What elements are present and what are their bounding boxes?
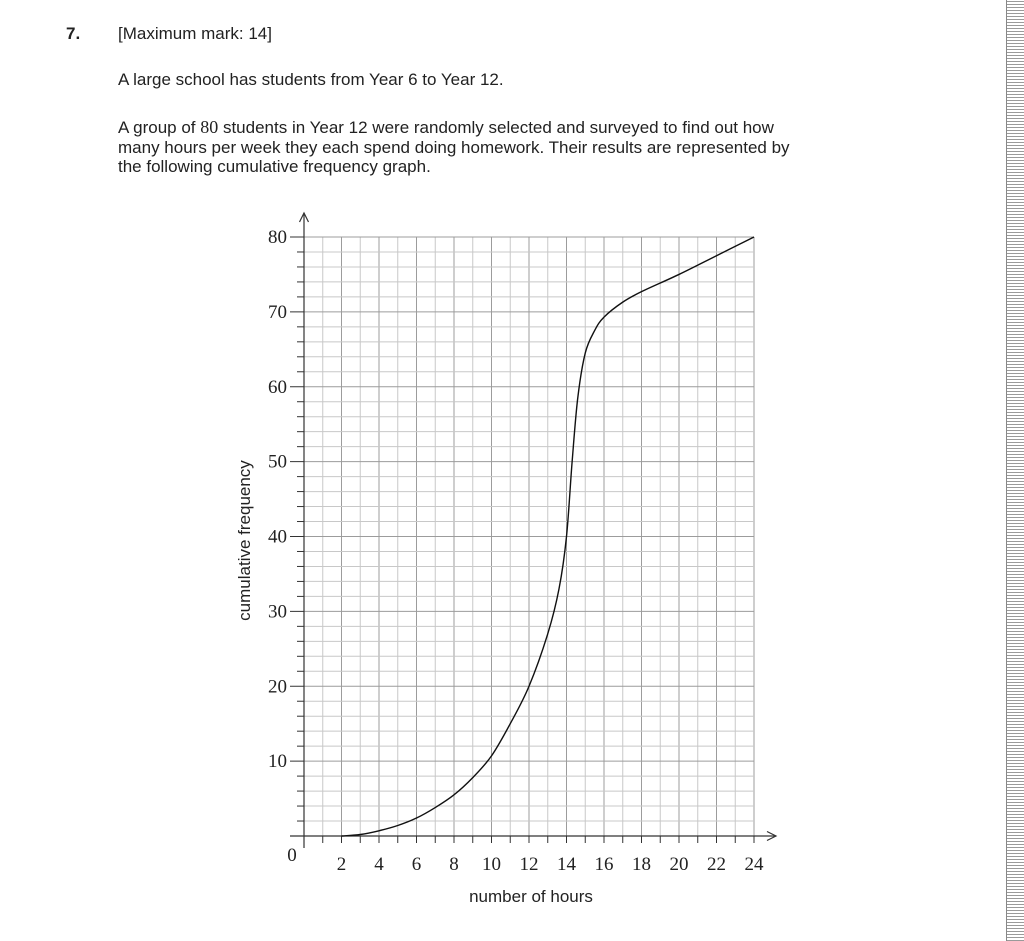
maximum-mark: [Maximum mark: 14] xyxy=(118,24,272,43)
intro-text: A large school has students from Year 6 to Year 12. xyxy=(118,70,504,89)
x-tick-label: 12 xyxy=(519,854,539,875)
y-tick-label: 10 xyxy=(268,751,287,773)
y-tick-label: 60 xyxy=(268,376,287,398)
paragraph-text-before: A group of xyxy=(118,118,201,137)
x-tick-label: 24 xyxy=(744,854,764,875)
chart-axes xyxy=(290,213,776,848)
paragraph-line-3: the following cumulative frequency graph. xyxy=(118,157,431,176)
question-number: 7. xyxy=(66,24,81,43)
y-tick-label: 70 xyxy=(268,301,287,323)
y-tick-label: 20 xyxy=(268,676,287,698)
x-tick-label: 16 xyxy=(594,854,614,875)
y-tick-label: 30 xyxy=(268,601,287,623)
sample-size-number: 80 xyxy=(200,117,219,137)
origin-label: 0 xyxy=(287,845,297,866)
x-tick-label: 4 xyxy=(374,854,384,875)
paragraph-line-2: many hours per week they each spend doing homework. Their results are represented by xyxy=(118,137,790,157)
paragraph-text-after: students in Year 12 were randomly selected and surveyed to find out how xyxy=(218,118,774,137)
x-tick-label: 8 xyxy=(449,854,459,875)
y-tick-label: 80 xyxy=(268,227,287,248)
x-tick-label: 10 xyxy=(482,854,501,875)
x-tick-label: 18 xyxy=(632,854,651,875)
y-tick-label: 40 xyxy=(268,526,287,548)
chart-grid xyxy=(304,237,754,836)
x-tick-label: 22 xyxy=(707,854,726,875)
x-tick-label: 6 xyxy=(411,854,422,875)
y-axis-title: cumulative frequency xyxy=(235,460,254,621)
x-tick-label: 20 xyxy=(669,854,689,875)
x-axis-title: number of hours xyxy=(469,887,593,906)
x-tick-label: 2 xyxy=(336,854,347,875)
x-tick-label: 14 xyxy=(557,854,576,875)
y-tick-label: 50 xyxy=(268,451,287,473)
page-margin-strip xyxy=(1006,0,1024,941)
